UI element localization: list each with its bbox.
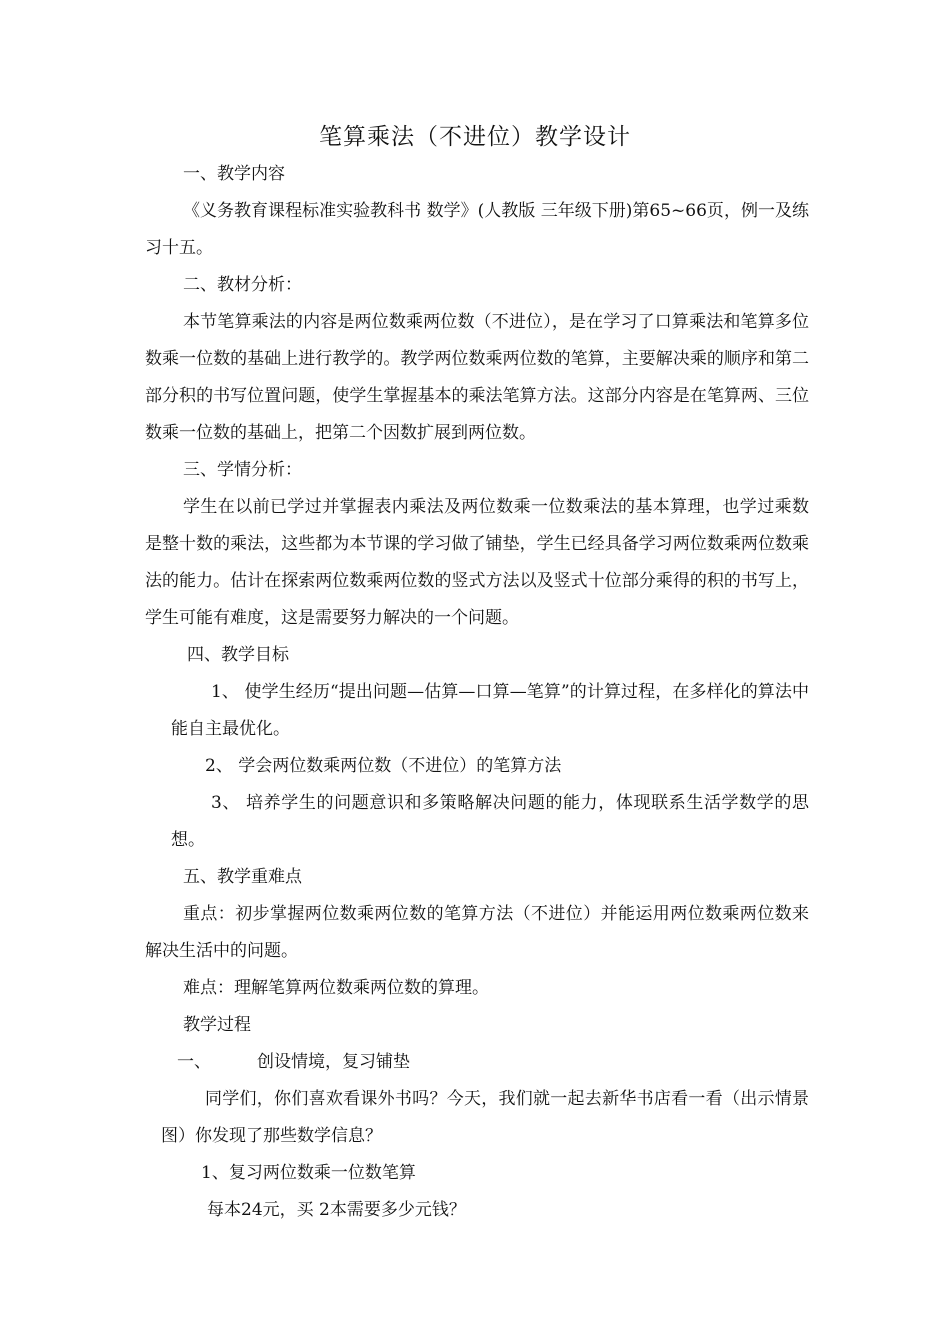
goal-item-1: 1、 使学生经历“提出问题—估算—口算—笔算”的计算过程，在多样化的算法中能自主最优化。 <box>171 682 809 739</box>
key-point-text: 重点：初步掌握两位数乘两位数的笔算方法（不进位）并能运用两位数乘两位数来解决生活中的问题。 <box>145 904 809 961</box>
document-title: 笔算乘法（不进位）教学设计 <box>319 124 631 150</box>
process-step-title: 创设情境，复习铺垫 <box>257 1052 410 1072</box>
review-question: 每本24元，买 2本需要多少元钱？ <box>207 1200 466 1220</box>
section-heading-keypoints: 五、教学重难点 <box>183 867 302 887</box>
review-heading: 1、复习两位数乘一位数笔算 <box>201 1163 416 1183</box>
goal-item-3: 3、 培养学生的问题意识和多策略解决问题的能力，体现联系生活学数学的思想。 <box>171 793 809 850</box>
section-heading-content: 一、教学内容 <box>183 164 285 184</box>
goal-list <box>145 674 809 859</box>
process-intro-block <box>145 1081 809 1155</box>
difficulty-text: 难点：理解笔算两位数乘两位数的算理。 <box>183 978 489 998</box>
document-body <box>145 156 809 1229</box>
process-step-heading <box>145 1044 809 1081</box>
section-text-content: 《义务教育课程标准实验教科书 数学》(人教版 三年级下册)第65~66页，例一及练习十五。 <box>145 201 809 258</box>
process-step-number: 一、 <box>177 1052 211 1072</box>
process-intro-text: 同学们，你们喜欢看课外书吗？今天，我们就一起去新华书店看一看（出示情景图）你发现了那些数学信息？ <box>161 1089 809 1146</box>
section-heading-analysis: 二、教材分析： <box>183 275 302 295</box>
section-text-analysis: 本节笔算乘法的内容是两位数乘两位数（不进位），是在学习了口算乘法和笔算多位数乘一位数的基础上进行教学的。教学两位数乘两位数的笔算，主要解决乘的顺序和第二部分积的书写位置问题，使学生掌握基本的乘法笔算方法。这部分内容是在笔算两、三位数乘一位数的基础上，把第二个因数扩展到两位数。 <box>145 312 809 443</box>
process-heading: 教学过程 <box>183 1015 251 1035</box>
goal-item-2: 2、 学会两位数乘两位数（不进位）的笔算方法 <box>205 756 562 776</box>
section-text-students: 学生在以前已学过并掌握表内乘法及两位数乘一位数乘法的基本算理，也学过乘数是整十数的乘法，这些都为本节课的学习做了铺垫，学生已经具备学习两位数乘两位数乘法的能力。估计在探索两位数乘两位数的竖式方法以及竖式十位部分乘得的积的书写上，学生可能有难度，这是需要努力解决的一个问题。 <box>145 497 809 628</box>
section-heading-goals: 四、教学目标 <box>187 645 289 665</box>
section-heading-students: 三、学情分析： <box>183 460 302 480</box>
